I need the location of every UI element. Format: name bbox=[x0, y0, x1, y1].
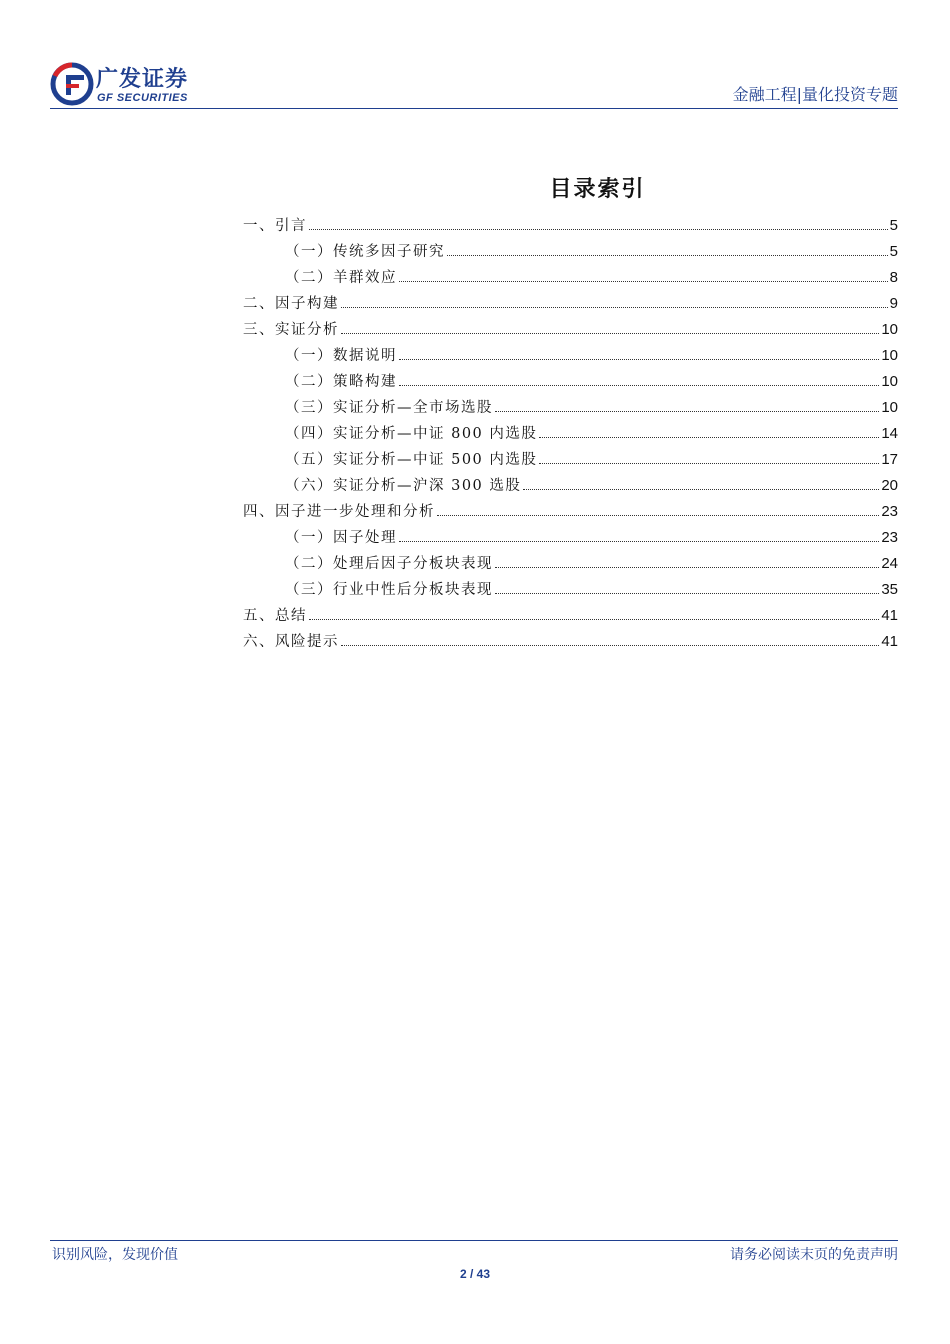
toc-entry-page: 10 bbox=[881, 399, 898, 416]
toc-dot-leader bbox=[399, 541, 879, 542]
toc-entry-label: （一）因子处理 bbox=[285, 530, 397, 546]
footer-divider bbox=[50, 1240, 898, 1241]
toc-entry-page: 35 bbox=[881, 581, 898, 598]
toc-entry[interactable] bbox=[243, 214, 898, 240]
toc-entry-page: 23 bbox=[881, 529, 898, 546]
toc-entry-page: 41 bbox=[881, 633, 898, 650]
logo-text-en: GF SECURITIES bbox=[97, 92, 188, 104]
toc-entry-page: 17 bbox=[881, 451, 898, 468]
toc-entry[interactable] bbox=[243, 578, 898, 604]
toc-entry-label: 六、风险提示 bbox=[243, 634, 339, 650]
toc-entry-label: （一）传统多因子研究 bbox=[285, 244, 445, 260]
toc-entry[interactable] bbox=[243, 240, 898, 266]
page-number: 2 / 43 bbox=[459, 1267, 491, 1281]
toc-dot-leader bbox=[309, 229, 888, 230]
toc-entry-label: （六）实证分析—沪深 300 选股 bbox=[285, 478, 522, 494]
header-divider bbox=[50, 108, 898, 109]
toc-entry-label: 五、总结 bbox=[243, 608, 307, 624]
toc-entry-label: 二、因子构建 bbox=[243, 296, 339, 312]
toc-entry-page: 24 bbox=[881, 555, 898, 572]
toc-entry-page: 23 bbox=[881, 503, 898, 520]
toc-entry-label: 四、因子进一步处理和分析 bbox=[243, 504, 435, 520]
toc-entry-page: 14 bbox=[881, 425, 898, 442]
toc-entry[interactable] bbox=[243, 500, 898, 526]
toc-dot-leader bbox=[399, 385, 879, 386]
toc-entry[interactable] bbox=[243, 292, 898, 318]
gf-logo-icon bbox=[50, 62, 94, 106]
toc-entry[interactable] bbox=[243, 630, 898, 656]
report-section-label: 金融工程|量化投资专题 bbox=[732, 85, 898, 104]
toc-entry-page: 5 bbox=[889, 243, 898, 260]
footer-disclaimer-note: 请务必阅读末页的免责声明 bbox=[730, 1247, 898, 1263]
table-of-contents bbox=[243, 214, 898, 656]
toc-entry-page: 8 bbox=[889, 269, 898, 286]
toc-dot-leader bbox=[539, 463, 879, 464]
toc-dot-leader bbox=[495, 593, 879, 594]
toc-entry-label: （三）行业中性后分板块表现 bbox=[285, 582, 493, 598]
toc-dot-leader bbox=[437, 515, 879, 516]
toc-entry-page: 41 bbox=[881, 607, 898, 624]
toc-entry[interactable] bbox=[243, 370, 898, 396]
toc-entry[interactable] bbox=[243, 526, 898, 552]
toc-entry[interactable] bbox=[243, 604, 898, 630]
toc-entry-page: 9 bbox=[889, 295, 898, 312]
toc-entry-page: 20 bbox=[881, 477, 898, 494]
toc-dot-leader bbox=[447, 255, 888, 256]
footer-slogan: 识别风险，发现价值 bbox=[52, 1247, 178, 1263]
company-logo bbox=[50, 62, 210, 110]
toc-dot-leader bbox=[523, 489, 879, 490]
toc-dot-leader bbox=[341, 307, 888, 308]
toc-dot-leader bbox=[539, 437, 879, 438]
toc-entry-page: 10 bbox=[881, 321, 898, 338]
toc-entry[interactable] bbox=[243, 552, 898, 578]
toc-entry[interactable] bbox=[243, 448, 898, 474]
toc-entry-label: （三）实证分析—全市场选股 bbox=[285, 400, 493, 416]
toc-entry-label: （二）处理后因子分板块表现 bbox=[285, 556, 493, 572]
toc-entry[interactable] bbox=[243, 474, 898, 500]
toc-entry-page: 10 bbox=[881, 347, 898, 364]
logo-text-cn: 广发证券 bbox=[96, 67, 189, 92]
toc-entry-label: （二）羊群效应 bbox=[285, 270, 397, 286]
toc-entry-page: 10 bbox=[881, 373, 898, 390]
toc-dot-leader bbox=[341, 333, 879, 334]
toc-entry-label: （五）实证分析—中证 500 内选股 bbox=[285, 452, 538, 468]
toc-dot-leader bbox=[399, 359, 879, 360]
toc-title: 目录索引 bbox=[549, 176, 646, 202]
toc-dot-leader bbox=[399, 281, 888, 282]
toc-entry-label: 三、实证分析 bbox=[243, 322, 339, 338]
toc-entry-label: （一）数据说明 bbox=[285, 348, 397, 364]
toc-entry[interactable] bbox=[243, 422, 898, 448]
toc-dot-leader bbox=[495, 411, 879, 412]
toc-entry-page: 5 bbox=[889, 217, 898, 234]
toc-dot-leader bbox=[341, 645, 879, 646]
toc-entry[interactable] bbox=[243, 318, 898, 344]
toc-entry[interactable] bbox=[243, 396, 898, 422]
toc-dot-leader bbox=[309, 619, 879, 620]
toc-entry-label: 一、引言 bbox=[243, 218, 307, 234]
toc-entry[interactable] bbox=[243, 266, 898, 292]
toc-dot-leader bbox=[495, 567, 879, 568]
toc-entry-label: （四）实证分析—中证 800 内选股 bbox=[285, 426, 538, 442]
toc-entry-label: （二）策略构建 bbox=[285, 374, 397, 390]
toc-entry[interactable] bbox=[243, 344, 898, 370]
